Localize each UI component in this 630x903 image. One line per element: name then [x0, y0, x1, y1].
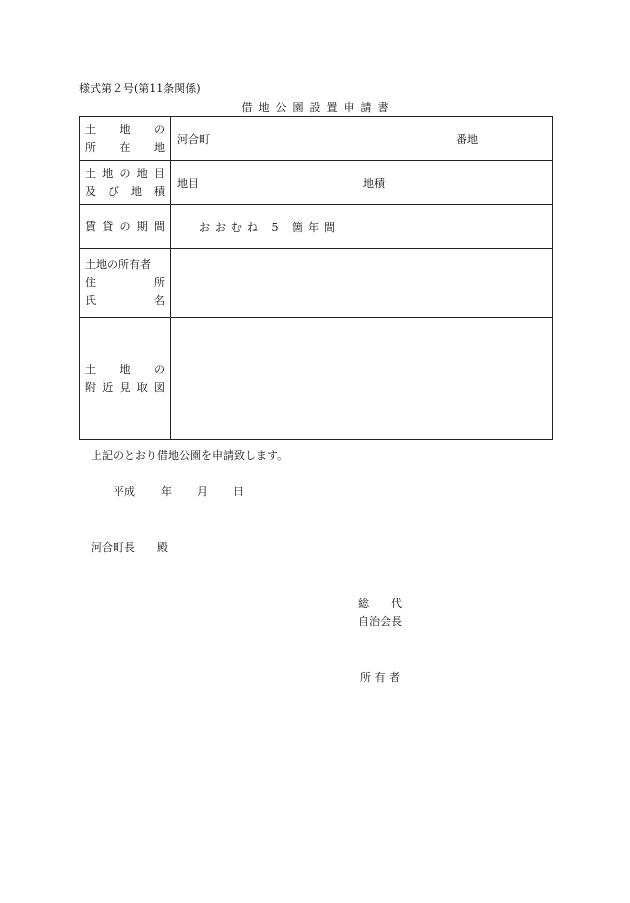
town-name: 河合町 — [177, 133, 210, 146]
banchi-label: 番地 — [456, 133, 478, 146]
chimoku-label: 地目 — [177, 177, 199, 190]
label-char: 在 — [119, 140, 131, 154]
label-char: の — [154, 122, 165, 136]
label-char: 取 — [136, 380, 148, 394]
row-location — [80, 117, 553, 161]
lease-period-value: おおむね 5 箇年間 — [199, 221, 340, 234]
label-char: 土 — [85, 122, 96, 136]
label-owner-line2 — [85, 274, 165, 292]
label-char: 所 — [154, 276, 165, 289]
label-owner — [80, 249, 171, 318]
representative-title: 総 代 — [358, 597, 402, 610]
declaration-text: 上記のとおり借地公園を申請致します。 — [91, 449, 289, 462]
field-category[interactable] — [171, 161, 553, 205]
field-owner[interactable] — [171, 249, 553, 318]
label-map-line1 — [85, 361, 165, 379]
label-char: 賃 — [85, 219, 96, 233]
date-day: 日 — [233, 485, 244, 498]
label-char: 所 — [85, 140, 96, 154]
field-location[interactable] — [171, 117, 553, 161]
recipient: 河合町長 殿 — [91, 541, 168, 554]
label-char: 土 — [85, 362, 96, 376]
representative-role: 自治会長 — [358, 615, 402, 628]
label-char: 近 — [102, 380, 114, 394]
label-char: 氏 — [85, 294, 96, 307]
label-char: 貸 — [102, 219, 114, 233]
field-map[interactable] — [171, 318, 553, 440]
label-char: び — [108, 184, 119, 198]
field-lease[interactable] — [171, 205, 553, 249]
chiseki-label: 地積 — [363, 177, 385, 190]
label-char: 土 — [85, 166, 96, 180]
date-year: 年 — [161, 485, 172, 498]
label-location — [80, 117, 171, 161]
label-owner-line3 — [85, 292, 165, 310]
label-location-line1 — [85, 121, 165, 139]
label-char: 地 — [136, 166, 148, 180]
label-owner-line1: 土地の所有者 — [85, 258, 151, 271]
label-char: 地 — [119, 362, 131, 376]
label-char: 名 — [154, 294, 165, 307]
label-map — [80, 318, 171, 440]
label-char: 見 — [119, 380, 131, 394]
row-category — [80, 161, 553, 205]
application-form-table — [79, 116, 553, 440]
row-map — [80, 318, 553, 440]
date-row — [113, 483, 244, 499]
label-category-line2 — [85, 183, 165, 201]
label-map-line2 — [85, 379, 165, 397]
label-category — [80, 161, 171, 205]
label-char: 地 — [154, 140, 165, 154]
label-char: 地 — [131, 184, 142, 198]
label-char: 間 — [154, 219, 165, 233]
row-owner — [80, 249, 553, 318]
label-char: 積 — [154, 184, 165, 198]
label-lease-line — [85, 218, 165, 236]
label-char: 目 — [154, 166, 165, 180]
label-char: 及 — [85, 184, 96, 198]
label-char: 地 — [102, 166, 114, 180]
label-char: の — [119, 219, 131, 233]
label-char: 期 — [136, 219, 148, 233]
label-location-line2 — [85, 139, 165, 157]
label-char: の — [154, 362, 165, 376]
label-category-line1 — [85, 165, 165, 183]
label-char: 図 — [154, 380, 165, 394]
label-lease — [80, 205, 171, 249]
form-number: 様式第２号(第11条関係) — [79, 82, 201, 95]
label-char: 住 — [85, 276, 96, 289]
label-char: の — [119, 166, 131, 180]
owner-signature: 所 有 者 — [360, 671, 400, 684]
label-char: 地 — [119, 122, 131, 136]
label-char: 附 — [85, 380, 96, 394]
row-lease — [80, 205, 553, 249]
date-era: 平成 — [113, 485, 135, 498]
document-title: 借地公園設置申請書 — [241, 101, 395, 114]
date-month: 月 — [197, 485, 208, 498]
